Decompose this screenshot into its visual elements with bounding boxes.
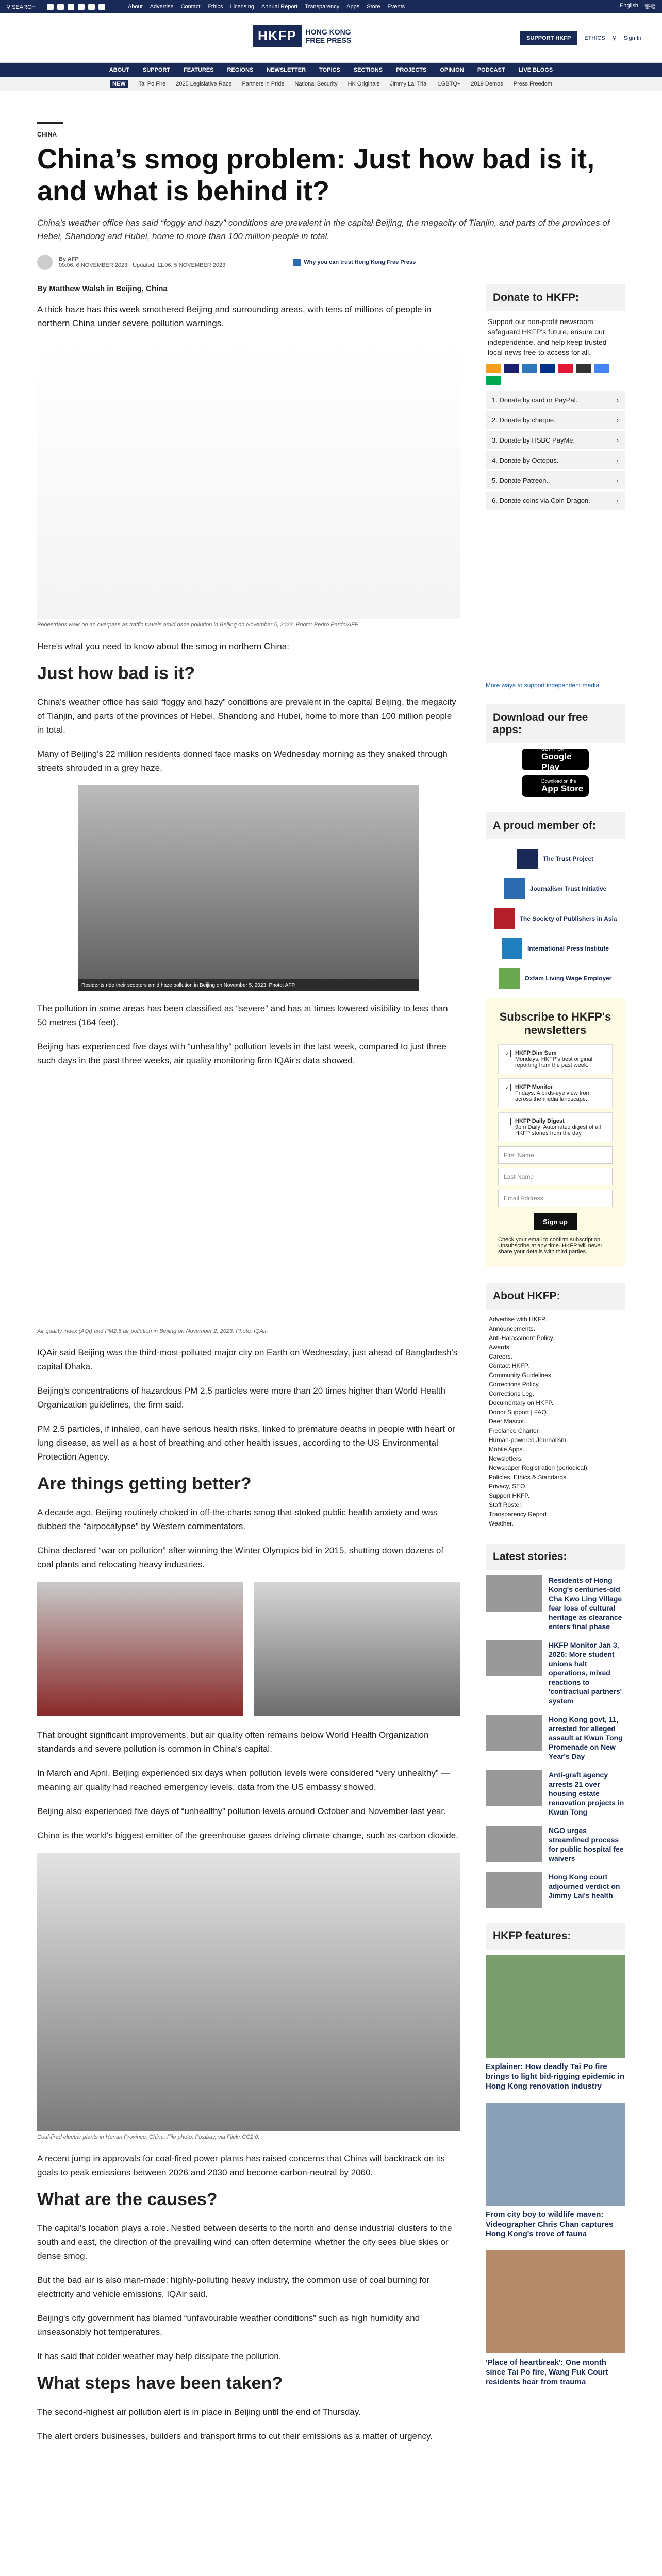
paragraph: It has said that colder weather may help dissipate the pollution. [37, 2351, 282, 2361]
about-link[interactable]: Corrections Policy. [489, 1381, 540, 1388]
masked-resident-photo [254, 1582, 460, 1716]
paragraph: A decade ago, Beijing routinely choked in off-the-charts smog that stoked public health anxiety and was dubbed the “airpocalypse” by Western commentators. [37, 1507, 438, 1531]
section-heading: Just how bad is it? [37, 664, 195, 683]
story-thumbnail [486, 1575, 542, 1612]
story-headline[interactable]: Residents of Hong Kong's centuries-old Cha Kwo Ling Village fear loss of cultural heritage as clearance enters final phase [549, 1576, 622, 1631]
feature-image [486, 2103, 625, 2206]
trending-link[interactable]: Tai Po Fire [138, 81, 166, 87]
member-logo[interactable] [486, 849, 625, 869]
member-logo[interactable] [486, 968, 625, 989]
instagram-icon[interactable] [68, 4, 74, 10]
about-heading: About HKFP: [486, 1283, 625, 1310]
newsletter-option[interactable] [498, 1078, 613, 1108]
coal-plant-photo [37, 1853, 460, 2131]
section-heading: What steps have been taken? [37, 2374, 283, 2393]
scooter-riders-photo [78, 785, 419, 991]
image-caption: Coal-fired electric plants in Henan Province, China. File photo: Pixabay, via Flickr CC2.0. [37, 2134, 260, 2140]
trending-bar [0, 77, 662, 91]
utility-link[interactable]: Events [387, 4, 405, 10]
youtube-icon[interactable] [78, 4, 85, 10]
first-name-input[interactable]: First Name [498, 1146, 613, 1164]
utility-link[interactable]: Annual Report [261, 4, 298, 10]
member-badge-icon [499, 968, 520, 989]
chevron-right-icon: › [616, 396, 619, 404]
utility-link[interactable]: Contact [180, 4, 201, 10]
x-icon[interactable] [57, 4, 64, 10]
email-input[interactable]: Email Address [498, 1190, 613, 1207]
kicker-rule [37, 122, 63, 124]
about-link[interactable]: Staff Roster. [489, 1501, 523, 1509]
trending-link[interactable]: Partners in Pride [242, 81, 285, 87]
member-badge-icon [504, 878, 525, 899]
donate-option-label: 5. Donate Patreon. [492, 477, 549, 484]
chevron-right-icon: › [616, 477, 619, 484]
social-icons [47, 4, 105, 10]
paragraph: The second-highest air pollution alert is in place in Beijing until the end of Thursday. [37, 2407, 361, 2417]
donate-option[interactable] [486, 411, 625, 429]
utility-link[interactable]: Licensing [230, 4, 254, 10]
story-thumbnail [486, 1770, 542, 1806]
donate-text: Support our non-profit newsroom: safeguard HKFP's future, ensure our independence, and help keep trusted local news free-to-access for all. [488, 317, 607, 357]
article-header [0, 91, 662, 270]
donate-option[interactable] [486, 431, 625, 449]
newsletter-note: Check your email to confirm subscription. Unsubscribe at any time. HKFP will never share your details with third parties. [498, 1236, 603, 1255]
paragraph: A thick haze has this week smothered Beijing and surrounding areas, with tens of millions of people in northern China under severe pollution warnings. [37, 304, 432, 328]
about-link[interactable]: Freelance Charter. [489, 1427, 540, 1434]
nav-item[interactable]: LIVE BLOGS [518, 67, 553, 73]
feature-image [486, 1955, 625, 2058]
article-standfirst: China's weather office has said “foggy and hazy” conditions are prevalent in the capital Beijing, the megacity of Tianjin, and parts of the provinces of Hebei, Shandong and Hubei, home to more than 100 million people in total. [37, 218, 610, 241]
nav-item[interactable]: FEATURES [184, 67, 214, 73]
donate-option-label: 4. Donate by Octopus. [492, 456, 559, 464]
publish-date: 09:06, 6 NOVEMBER 2023 [59, 262, 128, 268]
about-link[interactable]: Support HKFP. [489, 1492, 530, 1499]
nav-item[interactable]: SUPPORT [142, 67, 171, 73]
trending-link[interactable]: National Security [294, 81, 338, 87]
donate-option-label: 6. Donate coins via Coin Dragon. [492, 497, 590, 504]
app-store-button[interactable]: Download on the App Store [522, 775, 589, 797]
about-link[interactable]: Contact HKFP. [489, 1362, 529, 1369]
about-link[interactable]: Community Guidelines. [489, 1371, 553, 1379]
nav-item[interactable]: OPINION [440, 67, 464, 73]
nav-item[interactable]: NEWSLETTER [267, 67, 306, 73]
logo-mark: HKFP [253, 25, 302, 47]
chevron-right-icon: › [616, 456, 619, 464]
smog-overpass-photo [37, 341, 460, 619]
google-play-button[interactable]: GET IT ON Google Play [522, 749, 589, 770]
about-link[interactable]: Privacy, SEO. [489, 1483, 527, 1490]
language-switch [620, 3, 656, 11]
story-thumbnail [486, 1872, 542, 1908]
lang-english[interactable]: English [619, 3, 638, 9]
facebook-icon[interactable] [47, 4, 54, 10]
donate-option[interactable] [486, 391, 625, 409]
feature-story[interactable] [486, 1955, 625, 2091]
newsletter-option[interactable] [498, 1044, 613, 1074]
checkbox-icon[interactable]: ✓ [504, 1050, 511, 1057]
utility-link[interactable]: Ethics [207, 4, 223, 10]
about-link[interactable]: Policies, Ethics & Standards. [489, 1473, 568, 1481]
author-name[interactable]: AFP [67, 256, 79, 262]
site-logo[interactable] [253, 25, 351, 47]
signup-button[interactable]: Sign up [534, 1213, 577, 1230]
paragraph: PM 2.5 particles, if inhaled, can have serious health risks, linked to premature deaths in people with heart or lung disease, as well as a host of breathing and other health issues, according to the US Environmental Protection Agency. [37, 1424, 455, 1462]
member-name: Journalism Trust Initiative [529, 885, 607, 892]
feature-image [486, 2250, 625, 2353]
member-logo[interactable] [486, 908, 625, 929]
paragraph: Beijing also experienced five days of “unhealthy” pollution levels around October and November last year. [37, 1806, 446, 1816]
feature-story[interactable] [486, 2103, 625, 2239]
about-link[interactable]: Human-powered Journalism. [489, 1436, 568, 1444]
member-logo[interactable] [486, 878, 625, 899]
unionpay-icon [558, 364, 573, 373]
section-heading: Are things getting better? [37, 1474, 252, 1494]
donate-option-label: 2. Donate by cheque. [492, 416, 556, 424]
trust-link[interactable]: Why you can trust Hong Kong Free Press [293, 259, 416, 266]
utility-link[interactable]: Store [367, 4, 380, 10]
mastercard-icon [486, 364, 501, 373]
trending-link[interactable]: LGBTQ+ [438, 81, 461, 87]
donate-option-label: 3. Donate by HSBC PayMe. [492, 436, 575, 444]
lanterns-photo [37, 1582, 243, 1716]
feature-story[interactable] [486, 2250, 625, 2387]
newsletter-desc: 9pm Daily: Automated digest of all HKFP stories from the day. [515, 1124, 601, 1137]
about-link[interactable]: Newsletters. [489, 1455, 523, 1462]
article-title: China’s smog problem: Just how bad is it, and what is behind it? [37, 144, 595, 207]
updated-date: Updated: 11:06, 5 NOVEMBER 2023 [133, 262, 226, 268]
member-name: The Society of Publishers in Asia [519, 915, 617, 922]
utility-links [128, 4, 405, 10]
search-link[interactable]: ⚲ SEARCH [6, 4, 36, 10]
article-meta: By AFP 09:06, 6 NOVEMBER 2023 · Updated: 11:06, 5 NOVEMBER 2023 Why you can trust Hong Kong Free Press [37, 255, 625, 270]
trending-link[interactable]: 2025 Legislative Race [176, 81, 232, 87]
donate-option[interactable] [486, 451, 625, 469]
checkbox-icon[interactable]: ✓ [504, 1084, 511, 1091]
story-headline[interactable]: Anti-graft agency arrests 21 over housing estate renovation projects in Kwun Tong [549, 1771, 624, 1816]
donate-option[interactable] [486, 492, 625, 510]
paragraph: China declared “war on pollution” after winning the Winter Olympics bid in 2015, shutting down dozens of coal plants and relocating heavy industries. [37, 1546, 444, 1569]
member-name: Oxfam Living Wage Employer [524, 975, 612, 982]
story-headline[interactable]: Hong Kong court adjourned verdict on Jimmy Lai's health [549, 1873, 620, 1900]
ethics-link[interactable]: ETHICS [584, 35, 605, 41]
chevron-right-icon: › [616, 436, 619, 444]
sidebar [486, 284, 625, 2453]
paypal-icon [540, 364, 555, 373]
features-heading: HKFP features: [486, 1923, 625, 1950]
donate-heading: Donate to HKFP: [486, 284, 625, 311]
nav-item[interactable]: PODCAST [477, 67, 505, 73]
googlepay-icon [594, 364, 609, 373]
utility-link[interactable]: Advertise [150, 4, 174, 10]
paragraph: IQAir said Beijing was the third-most-polluted major city on Earth on Wednesday, just ahead of Bangladesh's capital Dhaka. [37, 1348, 458, 1371]
chevron-right-icon: › [616, 416, 619, 424]
image-caption: Air quality index (AQI) and PM2.5 air pollution in Beijing on November 2, 2023. Photo: IQAir. [37, 1328, 268, 1334]
about-link[interactable]: Careers. [489, 1353, 513, 1360]
paragraph: The capital's location plays a role. Nestled between deserts to the north and dense industrial clusters to the south and east, the direction of the prevailing wind can often determine whether the city sees blue skies or dense smog. [37, 2223, 452, 2261]
newsletter-signup [486, 998, 625, 1267]
latest-story[interactable] [486, 1715, 625, 1761]
about-link[interactable]: Advertise with HKFP. [489, 1316, 547, 1323]
utility-link[interactable]: About [127, 4, 143, 10]
lang-chinese[interactable]: 繁體 [644, 4, 656, 10]
feature-headline[interactable]: 'Place of heartbreak': One month since Tai Po fire, Wang Fuk Court residents hear from trauma [486, 2358, 608, 2386]
latest-heading: Latest stories: [486, 1544, 625, 1570]
paragraph: Here's what you need to know about the smog in northern China: [37, 641, 289, 651]
paragraph: Beijing's city government has blamed “unfavourable weather conditions” such as high humidity and unseasonably hot temperatures. [37, 2313, 420, 2337]
story-headline[interactable]: HKFP Monitor Jan 3, 2026: More student unions halt operations, mixed reactions to 'contractual partners' system [549, 1641, 622, 1705]
about-link[interactable]: Deer Mascot. [489, 1418, 526, 1425]
support-hkfp-button[interactable]: SUPPORT HKFP [520, 31, 577, 45]
paragraph: The pollution in some areas has been classified as “severe” and has at times lowered visibility to less than 50 metres (164 feet). [37, 1004, 448, 1027]
nav-item[interactable]: SECTIONS [353, 67, 383, 73]
paragraph: A recent jump in approvals for coal-fired power plants has raised concerns that China will backtrack on its goals to peak emissions between 2026 and 2030 and become carbon-neutral by 2060. [37, 2154, 445, 2177]
latest-story[interactable] [486, 1826, 625, 1863]
amex-icon [522, 364, 537, 373]
newsletter-desc: Fridays: A birds-eye view from across the media landscape. [515, 1090, 591, 1103]
story-headline[interactable]: NGO urges streamlined process for public hospital fee waivers [549, 1826, 624, 1862]
trending-link[interactable]: Press Freedom [513, 81, 552, 87]
paragraph: Beijing has experienced five days with “unhealthy” pollution levels in the last week, compared to just three such days in the past three weeks, air quality monitoring firm IQAir's data showed. [37, 1042, 446, 1065]
story-thumbnail [486, 1640, 542, 1676]
trust-icon [293, 259, 301, 266]
nav-item[interactable]: REGIONS [227, 67, 254, 73]
paragraph: That brought significant improvements, but air quality often remains below World Health Organization standards and severe pollution is common in China's capital. [37, 1730, 429, 1754]
telegram-icon[interactable] [88, 4, 95, 10]
member-badge-icon [517, 849, 538, 869]
donate-option[interactable] [486, 471, 625, 489]
octopus-icon [486, 376, 501, 385]
utility-link[interactable]: Transparency [305, 4, 340, 10]
checkbox-icon[interactable] [504, 1118, 511, 1125]
nav-item[interactable]: TOPICS [319, 67, 340, 73]
logo-text: HONG KONG FREE PRESS [305, 27, 352, 44]
paragraph: Many of Beijing's 22 million residents donned face masks on Wednesday morning as they snaked through streets shrouded in a grey haze. [37, 749, 448, 773]
site-header [0, 13, 662, 63]
feature-headline[interactable]: From city boy to wildlife maven: Videographer Chris Chan captures Hong Kong's trove of fauna [486, 2210, 614, 2239]
about-link[interactable]: Transparency Report. [489, 1511, 549, 1518]
member-badge-icon [494, 908, 515, 929]
image-caption: Pedestrians walk on an overpass as traffic travels amid haze pollution in Beijing on November 5, 2023. Photo: Pedro Pardo/AFP. [37, 622, 359, 628]
newsletter-name: HKFP Daily Digest [515, 1118, 565, 1124]
author-avatar [37, 255, 53, 270]
article-category[interactable]: CHINA [37, 131, 57, 138]
latest-story[interactable] [486, 1872, 625, 1908]
payment-cards [486, 364, 625, 385]
about-link[interactable]: Weather. [489, 1520, 514, 1527]
section-heading: What are the causes? [37, 2190, 218, 2209]
last-name-input[interactable]: Last Name [498, 1168, 613, 1185]
top-utility-bar [0, 0, 662, 13]
utility-link[interactable]: Apps [346, 4, 360, 10]
paragraph: But the bad air is also man-made: highly-polluting heavy industry, the common use of coal burning for electricity and vehicle emissions, IQAir said. [37, 2275, 430, 2299]
member-badge-icon [502, 938, 522, 959]
about-link[interactable]: Mobile Apps. [489, 1446, 524, 1453]
login-link[interactable]: Sign In [623, 35, 641, 41]
search-icon[interactable]: ⚲ [612, 35, 617, 41]
paragraph: China's weather office has said “foggy and hazy” conditions are prevalent in the capital Beijing, the megacity of Tianjin, and parts of the provinces of Hebei, Shandong and Hubei, home to more than 100 million people in total. [37, 697, 456, 735]
photo-overlay-caption: Residents ride their scooters amid haze pollution in Beijing on November 5, 2023. Photo: AFP. [78, 979, 419, 991]
visa-icon [504, 364, 519, 373]
newsletter-title: Subscribe to HKFP's newsletters [499, 1010, 611, 1037]
new-label: NEW [110, 80, 128, 88]
about-link[interactable]: Announcements. [489, 1325, 536, 1332]
latest-story[interactable] [486, 1770, 625, 1817]
newsletter-desc: Mondays: HKFP's best original reporting from the past week. [515, 1056, 593, 1069]
member-logo[interactable] [486, 938, 625, 959]
iqair-chart-embed [37, 1078, 460, 1325]
nav-item[interactable]: ABOUT [109, 67, 129, 73]
paragraph: The alert orders businesses, builders and transport firms to cut their emissions as a matter of urgency. [37, 2431, 433, 2441]
newsletter-option[interactable] [498, 1112, 613, 1142]
about-link[interactable]: Anti-Harassment Policy. [489, 1334, 555, 1342]
story-headline[interactable]: Hong Kong govt, 11, arrested for alleged assault at Kwun Tong Promenade on New Year's Day [549, 1715, 623, 1760]
member-name: The Trust Project [542, 855, 594, 862]
article-body [37, 284, 460, 2453]
apps-heading: Download our free apps: [486, 704, 625, 743]
chevron-right-icon: › [616, 497, 619, 504]
trending-link[interactable]: HK Originals [347, 81, 380, 87]
trending-link[interactable]: 2019 Demos [471, 81, 503, 87]
about-link[interactable]: Documentary on HKFP. [489, 1399, 554, 1406]
main-navigation [0, 63, 662, 77]
rss-icon[interactable] [98, 4, 105, 10]
feature-headline[interactable]: Explainer: How deadly Tai Po fire brings to light bid-rigging epidemic in Hong Kong renovation industry [486, 2062, 625, 2091]
applepay-icon [576, 364, 591, 373]
about-link[interactable]: Donor Support | FAQ. [489, 1409, 549, 1416]
paragraph: China is the world's biggest emitter of the greenhouse gases driving climate change, such as carbon dioxide. [37, 1831, 458, 1840]
about-link[interactable]: Newspaper Registration (periodical). [489, 1464, 589, 1471]
trending-link[interactable]: Jimmy Lai Trial [390, 81, 428, 87]
byline: By Matthew Walsh in Beijing, China [37, 284, 168, 293]
donate-option-label: 1. Donate by card or PayPal. [492, 396, 578, 404]
about-link[interactable]: Corrections Log. [489, 1390, 535, 1397]
story-thumbnail [486, 1826, 542, 1862]
members-heading: A proud member of: [486, 812, 625, 839]
newsletter-name: HKFP Monitor [515, 1084, 553, 1090]
member-name: International Press Institute [527, 945, 609, 952]
nav-item[interactable]: PROJECTS [396, 67, 427, 73]
paragraph: Beijing's concentrations of hazardous PM 2.5 particles were more than 20 times higher than World Health Organization guidelines, the firm said. [37, 1386, 445, 1410]
latest-story[interactable] [486, 1575, 625, 1631]
newsletter-name: HKFP Dim Sum [515, 1050, 557, 1056]
about-link[interactable]: Awards. [489, 1344, 511, 1351]
latest-story[interactable] [486, 1640, 625, 1705]
paragraph: In March and April, Beijing experienced six days when pollution levels were considered “very unhealthy” — meaning air quality had reached emergency levels, data from the US embassy showed. [37, 1768, 450, 1792]
story-thumbnail [486, 1715, 542, 1751]
more-ways-link[interactable]: More ways to support independent media. [486, 682, 601, 689]
